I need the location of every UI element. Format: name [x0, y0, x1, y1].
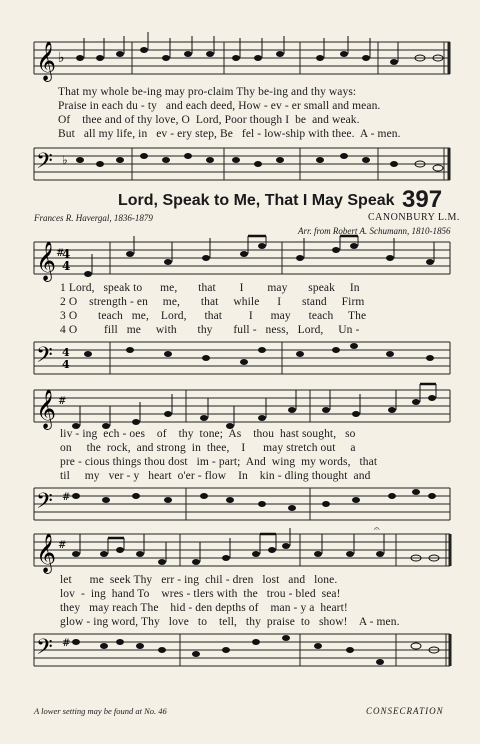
svg-text:𝄢: 𝄢: [36, 489, 53, 519]
author-credit: Frances R. Havergal, 1836-1879: [34, 213, 153, 223]
system1-lyric-line-3: 3 O teach me, Lord, that I may teach The: [60, 310, 367, 322]
svg-text:#: #: [58, 396, 67, 407]
system2-lyric-line-3: pre - cious things thou dost im - part; And wing my words, that: [60, 456, 378, 468]
svg-text:𝄢: 𝄢: [36, 635, 53, 665]
system3-lyric-line-1: let me seek Thy err - ing chil - dren lost and lone.: [60, 574, 338, 586]
system1-bass-staff: [0, 336, 480, 382]
system3-bass-staff: [0, 628, 480, 684]
svg-text:#: #: [62, 638, 71, 649]
system2-lyric-line-4: til my ver - y heart o'er - flow In kin - dling thought and: [60, 470, 371, 482]
footer-note: A lower setting may be found at No. 46: [34, 706, 167, 716]
top-lyric-line-3: Of thee and of thy love, O Lord, Poor though I be and weak.: [58, 114, 360, 126]
svg-text:♭: ♭: [58, 50, 65, 66]
svg-text:𝄞: 𝄞: [36, 389, 57, 429]
svg-text:𝄞: 𝄞: [36, 41, 57, 81]
system1-lyric-line-2: 2 O strength - en me, that while I stand Firm: [60, 296, 365, 308]
system1-treble-staff: [0, 234, 480, 288]
system1-lyric-line-4: 4 O fill me with thy full - ness, Lord, Un -: [60, 324, 360, 336]
top-lyric-line-4: But all my life, in ev - ery step, Be fel - low-ship with thee. A - men.: [58, 128, 401, 140]
svg-text:4: 4: [62, 259, 71, 273]
system2-lyric-line-1: liv - ing ech - oes of thy tone; As thou hast sought, so: [60, 428, 356, 440]
svg-text:4: 4: [62, 358, 70, 371]
svg-text:𝄞: 𝄞: [36, 241, 57, 281]
top-lyric-line-1: That my whole be-ing may pro-claim Thy be-ing and thy ways:: [58, 86, 357, 98]
hymn-title: Lord, Speak to Me, That I May Speak: [118, 192, 395, 209]
top-lyric-line-2: Praise in each du - ty and each deed, How - ev - er small and mean.: [58, 100, 381, 112]
svg-text:#: #: [62, 492, 71, 503]
footer-category: CONSECRATION: [366, 706, 444, 716]
system3-lyric-line-4: glow - ing word, Thy love to tell, thy praise to show! A - men.: [60, 616, 400, 628]
system2-bass-staff: [0, 482, 480, 528]
svg-text:#: #: [58, 540, 67, 551]
arranger-credit: Arr. from Robert A. Schumann, 1810-1856: [298, 226, 451, 236]
tune-name: CANONBURY L.M.: [368, 212, 460, 223]
svg-text:𝄢: 𝄢: [36, 343, 53, 373]
svg-text:𝄐: 𝄐: [374, 524, 380, 535]
svg-text:𝄢: 𝄢: [36, 149, 53, 179]
system2-treble-staff: [0, 380, 480, 434]
top-bass-staff: [0, 142, 480, 190]
system3-lyric-line-3: they may reach The hid - den depths of man - y a heart!: [60, 602, 348, 614]
top-treble-staff: [0, 32, 480, 92]
svg-text:♭: ♭: [62, 153, 68, 167]
system3-treble-staff: [0, 524, 480, 578]
svg-text:4: 4: [62, 247, 71, 261]
svg-text:4: 4: [62, 346, 70, 359]
svg-text:#: #: [56, 248, 65, 259]
system1-lyric-line-1: 1 Lord, speak to me, that I may speak In: [60, 282, 360, 294]
svg-text:𝄞: 𝄞: [36, 533, 57, 573]
system3-lyric-line-2: lov - ing hand To wres - tlers with the trou - bled sea!: [60, 588, 341, 600]
system2-lyric-line-2: on the rock, and strong in thee, I may stretch out a: [60, 442, 356, 454]
hymn-number: 397: [402, 186, 443, 213]
